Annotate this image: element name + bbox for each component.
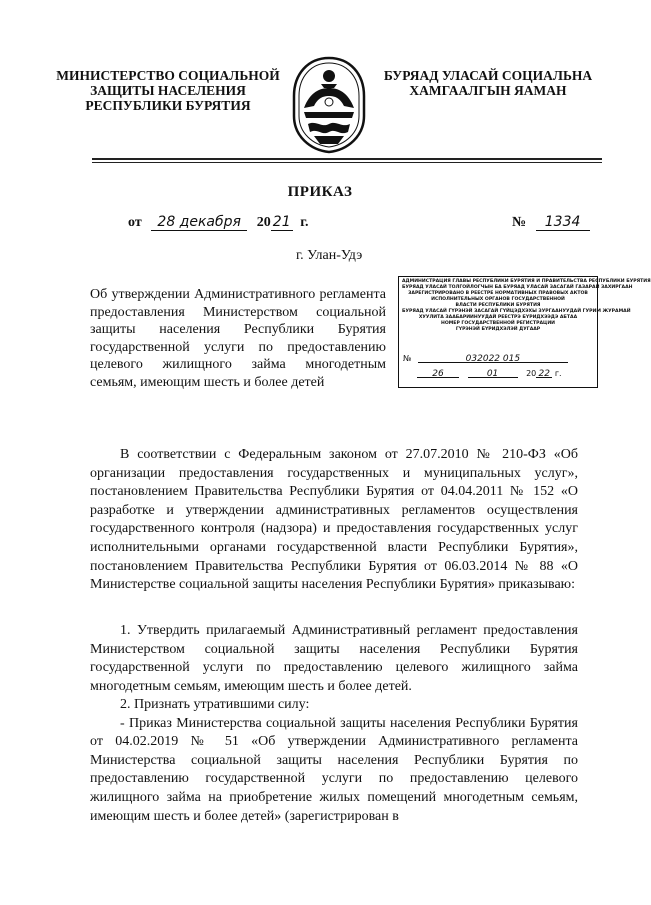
header-right-line: БУРЯАД УЛАСАЙ СОЦИАЛЬНА [383,68,593,83]
header-right-line: ХАМГААЛГЫН ЯАМАН [409,83,567,98]
stamp-line: ИСПОЛНИТЕЛЬНЫХ ОРГАНОВ ГОСУДАРСТВЕННОЙ [431,297,565,302]
clause-2 [90,696,578,826]
paragraph-text: 1. Утвердить прилагаемый Административный регламент предоставления Министерством социальной защиты населения Республики Бурятия государственной услуги по предоставлению целевого жилищного займа многодетным семьям, имеющим шесть и более детей. [90,623,578,694]
handwritten-year: 21 [271,214,293,231]
header-left-line: МИНИСТЕРСТВО СОЦИАЛЬНОЙ [56,68,280,83]
handwritten-order-number: 1334 [536,214,590,231]
header-divider-thin [92,162,602,163]
year-unit: г. [300,215,309,230]
stamp-line: НОМЕР ГОСУДАРСТВЕННОЙ РЕГИСТРАЦИИ [440,321,556,326]
stamp-line: ЗАРЕГИСТРИРОВАНО В РЕЕСТРЕ НОРМАТИВНЫХ ПРАВОВЫХ АКТОВ [408,291,588,296]
header-left-line: РЕСПУБЛИКИ БУРЯТИЯ [85,98,251,113]
order-number [512,214,590,231]
handwritten-day-month: 28 декабря [151,214,247,231]
stamp-year-prefix: 20 [526,369,537,378]
ministry-name-russian [48,68,288,113]
header-divider [92,158,602,160]
clause-1 [90,622,578,696]
order-subject: Об утверждении Административного регламента предоставления Министерством социальной защиты населения Республики Бурятия государственной услуги по предоставлению целевого жилищного займа многодетным семьям, имеющим шесть и более детей [90,287,386,390]
stamp-line: ХУУЛИТА ЗААБАРИИНУУДАЙ РЕЕСТРЭ БҮРИДХЭЭДЭ АБТАА [418,315,578,320]
number-sign: № [512,215,527,230]
year-prefix: 20 [256,215,271,230]
registration-stamp [398,276,651,388]
stamp-handwritten-year: 22 [536,371,552,378]
stamp-year-unit: г. [554,369,562,378]
paragraph-text: В соответствии с Федеральным законом от 27.07.2010 № 210-ФЗ «Об организации предоставления государственных и муниципальных услуг», постановлением Правительства Республики Бурятия от 04.04.2011 № 152 «О разработке и утверждении административных регламентов осуществления государственного контроля (надзора) и предоставления государственных услуг исполнительными органами государственной власти Республики Бурятия», постановлением Правительства Республики Бурятия от 06.03.2014 № 88 «О Министерстве социальной защиты населения Республики Бурятия» приказываю: [90,447,578,593]
stamp-handwritten-month: 01 [468,371,518,378]
date-from-label: от [128,215,142,230]
ministry-name-buryat [378,68,598,98]
stamp-line: ГҮРЭНЭЙ БҮРИДХЭЛЭЙ ДУГААР [455,327,541,332]
city-name: г. Улан-Удэ [296,248,363,263]
stamp-line: БУРЯАД УЛАСАЙ ТОЛГОЙЛОГЧЫН БА БУРЯАД УЛАСАЙ ЗАСАГАЙ ГАЗАРАЙ ЗАХИРГААН [402,285,633,290]
stamp-line: ВЛАСТИ РЕСПУБЛИКИ БУРЯТИЯ [455,303,541,308]
stamp-handwritten-number: 032022 015 [418,356,568,363]
stamp-line: БУРЯАД УЛАСАЙ ГҮРЭНЭЙ ЗАСАГАЙ ГҮЙЦЭДХЭХЫ ЗУРГААНУУДАЙ ГУРИМ ЖУРАМАЙ [402,309,631,314]
header-left-line: ЗАЩИТЫ НАСЕЛЕНИЯ [90,83,246,98]
coat-of-arms-emblem-icon [288,52,370,156]
order-date [128,214,308,231]
stamp-registration-date [403,371,591,378]
stamp-handwritten-day: 26 [417,371,459,378]
stamp-number-sign: № [403,354,412,363]
stamp-registration-number [403,356,591,363]
document-title: ПРИКАЗ [287,184,353,200]
stamp-line: АДМИНИСТРАЦИЯ ГЛАВЫ РЕСПУБЛИКИ БУРЯТИЯ И ПРАВИТЕЛЬСТВА РЕСПУБЛИКИ БУРЯТИЯ [402,279,651,284]
preamble-paragraph [90,446,578,595]
paragraph-text: 2. Признать утратившими силу: [120,697,310,712]
paragraph-text: - Приказ Министерства социальной защиты населения Республики Бурятия от 04.02.2019 № 51 «Об утверждении Административного регламента Министерства социальной защиты населения Республики Бурятия по предоставлению государственной услуги по предоставлению целевого жилищного займа на приобретение жилых помещений многодетным семьям, имеющим шесть и более детей» (зарегистрирован в [90,715,578,824]
